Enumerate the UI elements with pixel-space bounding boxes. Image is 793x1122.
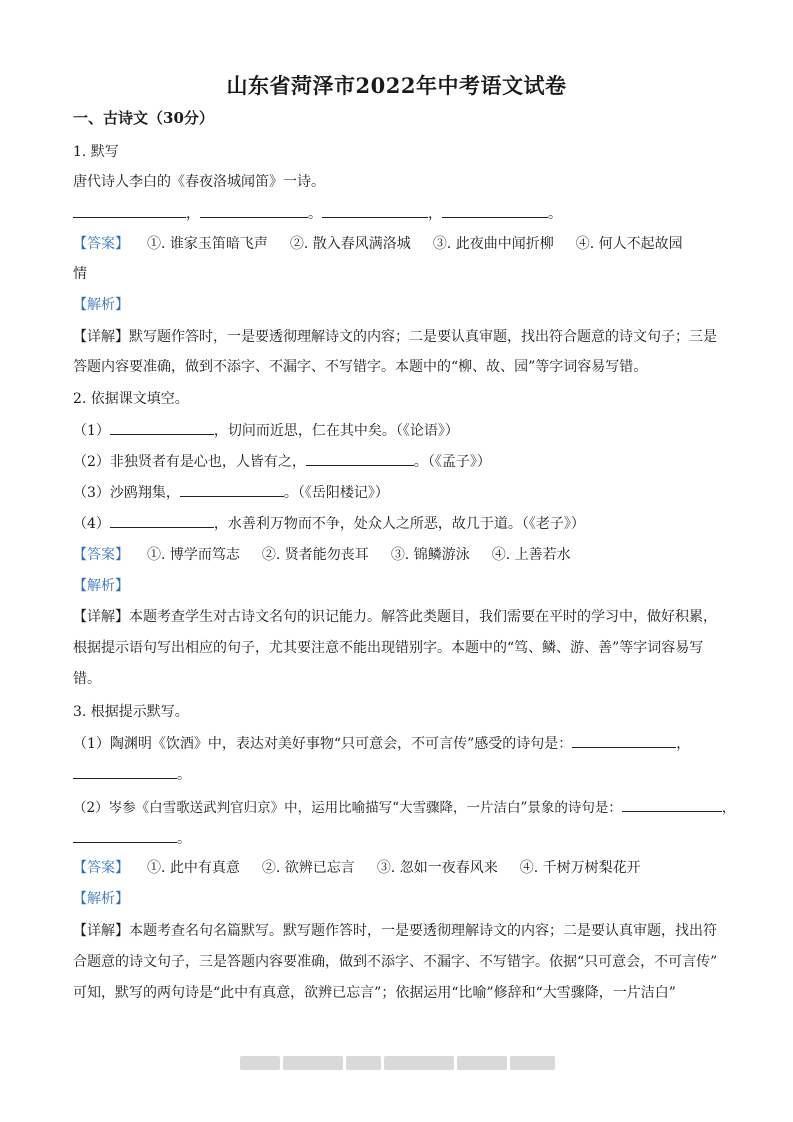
- answer-blank: [180, 482, 284, 497]
- answer-blank: [322, 203, 428, 218]
- page-title: 山东省菏泽市2022年中考语文试卷: [226, 73, 567, 98]
- answer-blank: [572, 733, 676, 748]
- answer-blank: [110, 420, 214, 435]
- question-1-number: 1. 默写: [73, 144, 119, 160]
- question-3-detail: 可知，默写的两句诗是“此中有真意，欲辨已忘言”；依据运用“比喻”修辞和“大雪骤降，一片洁白”: [73, 985, 676, 1001]
- question-3-item-1-cont: 。: [73, 764, 191, 785]
- section-heading: 一、古诗文（30分）: [73, 109, 214, 127]
- question-3-item-1: （1）陶渊明《饮酒》中，表达对美好事物“只可意会，不可言传”感受的诗句是： ，: [73, 733, 690, 754]
- question-3-item-2-cont: 。: [73, 828, 191, 849]
- answer-tag: 【答案】: [73, 236, 129, 252]
- question-1-detail: 【详解】默写题作答时，一是要透彻理解诗文的内容；二是要认真审题，找出符合题意的诗文句子；三是: [73, 329, 717, 345]
- answer-tag: 【答案】: [73, 547, 129, 563]
- question-3-detail: 合题意的诗文句子，三是答题内容要准确，做到不添字、不漏字、不写错字。依据“只可意会，不可言传”: [73, 954, 718, 970]
- question-2-detail: 根据提示语句写出相应的句子，尤其要注意不能出现错别字。本题中的“笃、鳞、游、善”等字词容易写: [73, 640, 704, 656]
- answer-blank: [622, 797, 722, 812]
- blurred-watermark: [240, 1056, 556, 1070]
- answer-blank: [73, 203, 186, 218]
- answer-blank: [306, 451, 414, 466]
- question-3-item-2: （2）岑参《白雪歌送武判官归京》中，运用比喻描写“大雪骤降，一片洁白”景象的诗句是： ，: [73, 797, 735, 818]
- analysis-tag: 【解析】: [73, 891, 129, 907]
- answer-tag: 【答案】: [73, 860, 129, 876]
- question-2-answer: 【答案】 ①. 博学而笃志 ②. 贤者能勿丧耳 ③. 锦鳞游泳 ④. 上善若水: [73, 547, 571, 563]
- question-3-detail: 【详解】本题考查名句名篇默写。默写题作答时，一是要透彻理解诗文的内容；二是要认真审题，找出符: [73, 923, 717, 939]
- answer-blank: [73, 764, 177, 779]
- question-2-item-3: （3）沙鸥翔集， 。（《岳阳楼记》）: [73, 482, 389, 503]
- question-1-answer-wrap: 情: [73, 266, 87, 282]
- question-3-answer: 【答案】 ①. 此中有真意 ②. 欲辨已忘言 ③. 忽如一夜春风来 ④. 千树万树梨花开: [73, 860, 641, 876]
- question-1-prompt: 唐代诗人李白的《春夜洛城闻笛》一诗。: [73, 174, 325, 190]
- question-2-item-4: （4） ，水善利万物而不争，处众人之所恶，故几于道。（《老子》）: [73, 513, 585, 534]
- answer-blank: [110, 513, 214, 528]
- question-2-detail: 错。: [73, 671, 101, 687]
- question-2-item-2: （2）非独贤者有是心也，人皆有之， 。（《孟子》）: [73, 451, 491, 472]
- question-1-blanks: ， 。 ， 。: [73, 203, 562, 224]
- question-2-number: 2. 依据课文填空。: [73, 391, 189, 407]
- question-3-number: 3. 根据提示默写。: [73, 704, 189, 720]
- question-1-detail: 答题内容要准确，做到不添字、不漏字、不写错字。本题中的“柳、故、园”等字词容易写错。: [73, 359, 648, 375]
- analysis-tag: 【解析】: [73, 297, 129, 313]
- question-2-item-1: （1） ，切问而近思，仁在其中矣。（《论语》）: [73, 420, 459, 441]
- analysis-tag: 【解析】: [73, 578, 129, 594]
- question-2-detail: 【详解】本题考查学生对古诗文名句的识记能力。解答此类题目，我们需要在平时的学习中，做好积累，: [73, 609, 717, 625]
- answer-blank: [200, 203, 308, 218]
- answer-blank: [442, 203, 548, 218]
- answer-blank: [73, 828, 177, 843]
- question-1-answer: 【答案】 ①. 谁家玉笛暗飞声 ②. 散入春风满洛城 ③. 此夜曲中闻折柳 ④. 何人不起故园: [73, 236, 683, 252]
